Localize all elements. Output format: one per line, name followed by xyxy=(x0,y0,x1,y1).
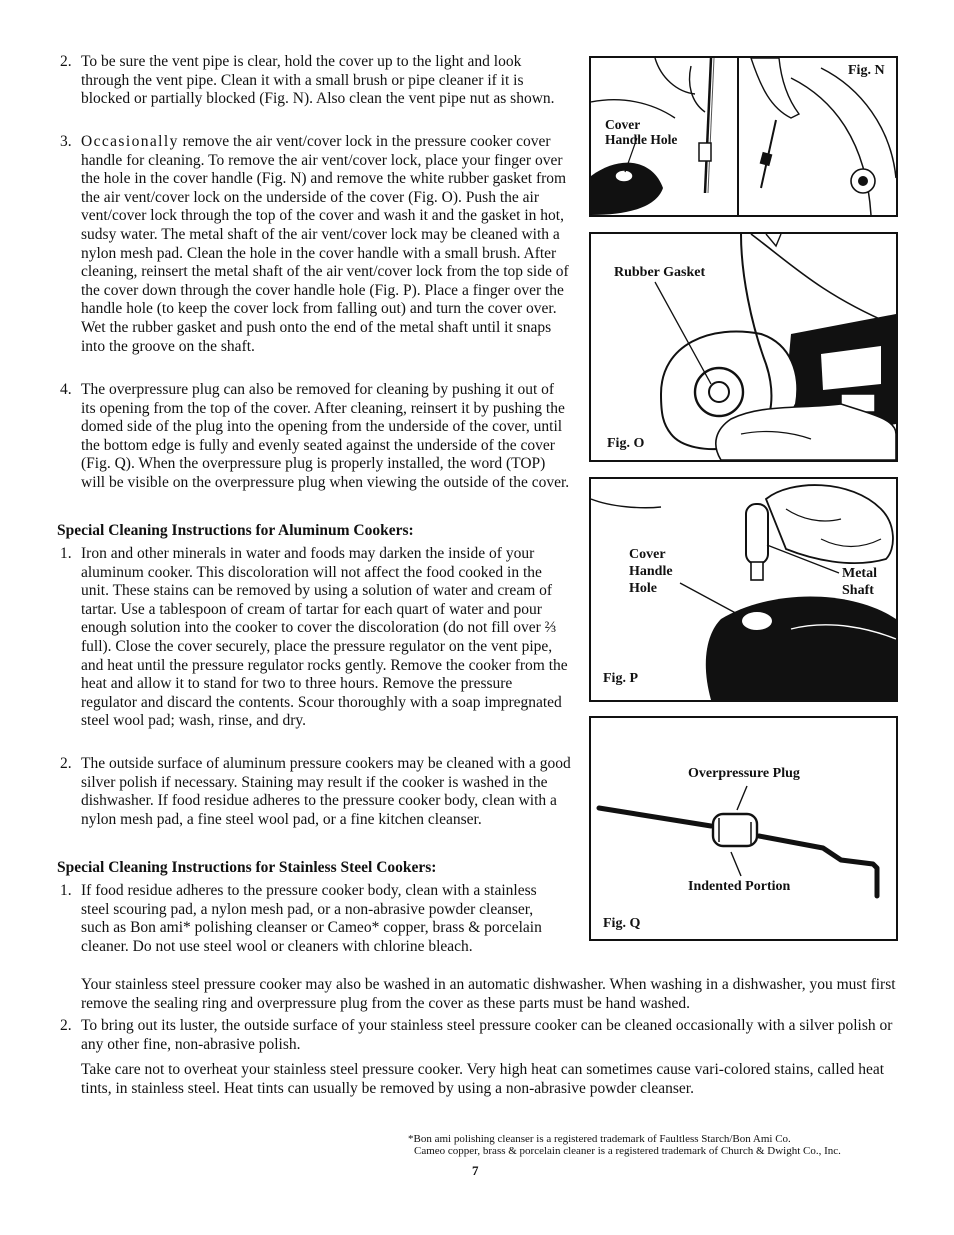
figure-n xyxy=(589,56,898,217)
item-number: 2. xyxy=(60,755,72,772)
item-text: Occasionally remove the air vent/cover lock in the pressure cooker cover handle for cleaning. To remove the air vent/cover lock, place your finger over the hole in the cover handle (Fig. N) and remove the white rubber gasket from the air vent/cover lock on the underside of the cover (Fig. O). Push the air vent/cover lock through the top of the cover and wash it and the gasket in hot, sudsy water. The metal shaft of the air vent/cover lock may be cleaned with a nylon mesh pad. Clean the hole in the cover handle with a small brush. After cleaning, reinsert the metal shaft of the air vent/cover lock from the top side of the cover down through the cover handle hole (Fig. P). Place a finger over the handle hole (to keep the cover lock from falling out) and turn the cover over. Wet the rubber gasket and push onto the end of the metal shaft until it snaps into the groove on the shaft. xyxy=(81,133,569,355)
figure-n-cover-handle-hole-label: Cover Handle Hole xyxy=(605,117,678,147)
page-number: 7 xyxy=(472,1163,479,1178)
item-text: To be sure the vent pipe is clear, hold the cover up to the light and look through the vent pipe. Clean it with a small brush or pipe cleaner if it is blocked or partially blocked (Fig. N). Also clean the vent pipe nut as shown. xyxy=(81,53,555,108)
aluminum-heading: Special Cleaning Instructions for Aluminum Cookers: xyxy=(57,522,414,539)
item-text: If food residue adheres to the pressure cooker body, clean with a stainless steel scouring pad, a nylon mesh pad, or a non-abrasive powder cleanser, such as Bon ami* polishing cleanser or Cameo* copper, brass & porcelain cleaner. Do not use steel wool or cleaners with chlorine bleach. xyxy=(81,882,542,955)
figure-o-rubber-gasket-label: Rubber Gasket xyxy=(614,265,706,280)
footnote-cameo: Cameo copper, brass & porcelain cleaner is a registered trademark of Church & Dwight Co., Inc. xyxy=(414,1145,841,1157)
item-number: 2. xyxy=(60,1017,72,1034)
figure-n-label: Fig. N xyxy=(848,63,885,78)
figure-p-cover-handle-hole-label: Cover Handle Hole xyxy=(629,547,673,596)
item-number: 3. xyxy=(60,133,72,150)
figure-q-indented-portion-label: Indented Portion xyxy=(688,879,791,894)
heat-tint-paragraph: Take care not to overheat your stainless steel pressure cooker. Very high heat can sometimes cause vari-colored stains, called heat tints, in stainless steel. Heat tints can usually be removed by using a non-abrasive powder cleanser. xyxy=(81,1061,885,1097)
item-text: To bring out its luster, the outside surface of your stainless steel pressure cooker can be cleaned occasionally with a silver polish or any other fine, non-abrasive polish. xyxy=(81,1017,893,1053)
figure-o xyxy=(589,232,898,462)
figure-p-metal-shaft-label: Metal Shaft xyxy=(842,566,877,598)
item-text: The outside surface of aluminum pressure cookers may be cleaned with a good silver polish if necessary. Staining may result if the cooker is washed in the dishwasher. If food residue adheres to the pressure cooker body, clean with a nylon mesh pad, a fine steel wool pad, or a fine kitchen cleanser. xyxy=(81,755,571,828)
figure-o-label: Fig. O xyxy=(607,436,645,451)
item-text: The overpressure plug can also be removed for cleaning by pushing it out of its opening from the top of the cover. After cleaning, reinsert it by pushing the domed side of the plug into the opening from the underside of the cover, until the bottom edge is fully and evenly seated against the underside of the cover (Fig. Q). When the overpressure plug is properly installed, the word (TOP) will be visible on the overpressure plug when viewing the outside of the cover. xyxy=(81,381,570,491)
stainless-heading: Special Cleaning Instructions for Stainless Steel Cookers: xyxy=(57,859,437,876)
item-number: 4. xyxy=(60,381,72,398)
item-lead-word: Occasionally xyxy=(81,133,179,150)
figure-p-label: Fig. P xyxy=(603,671,638,686)
item-number: 2. xyxy=(60,53,72,70)
footnote-bon-ami: *Bon ami polishing cleanser is a registered trademark of Faultless Starch/Bon Ami Co. xyxy=(408,1133,791,1145)
item-number: 1. xyxy=(60,882,72,899)
figure-q-overpressure-plug-label: Overpressure Plug xyxy=(688,766,800,781)
figure-p xyxy=(589,477,898,702)
item-text: Iron and other minerals in water and foods may darken the inside of your aluminum cooker. This discoloration will not affect the food cooked in the unit. These stains can be removed by using a solution of water and cream of tartar. Use a tablespoon of cream of tartar for each quart of water and pour enough solution into the cooker to cover the discoloration (do not fill over ⅔ full). Close the cover securely, place the pressure regulator on the vent pipe, and heat until the pressure regulator rocks gently. Remove the cooker from the heat and allow it to stand for two to three hours. Remove the pressure regulator and discard the contents. Scour thoroughly with a soap impregnated steel wool pad; wash, rinse, and dry. xyxy=(81,545,568,730)
figure-q-label: Fig. Q xyxy=(603,916,641,931)
figure-q-illustration xyxy=(591,718,896,939)
item-number: 1. xyxy=(60,545,72,562)
stainless-dishwasher-paragraph: Your stainless steel pressure cooker may also be washed in an automatic dishwasher. When washing in a dishwasher, you must first remove the sealing ring and overpressure plug from the cover as these parts must be hand washed. xyxy=(81,976,896,1012)
figure-q xyxy=(589,716,898,941)
